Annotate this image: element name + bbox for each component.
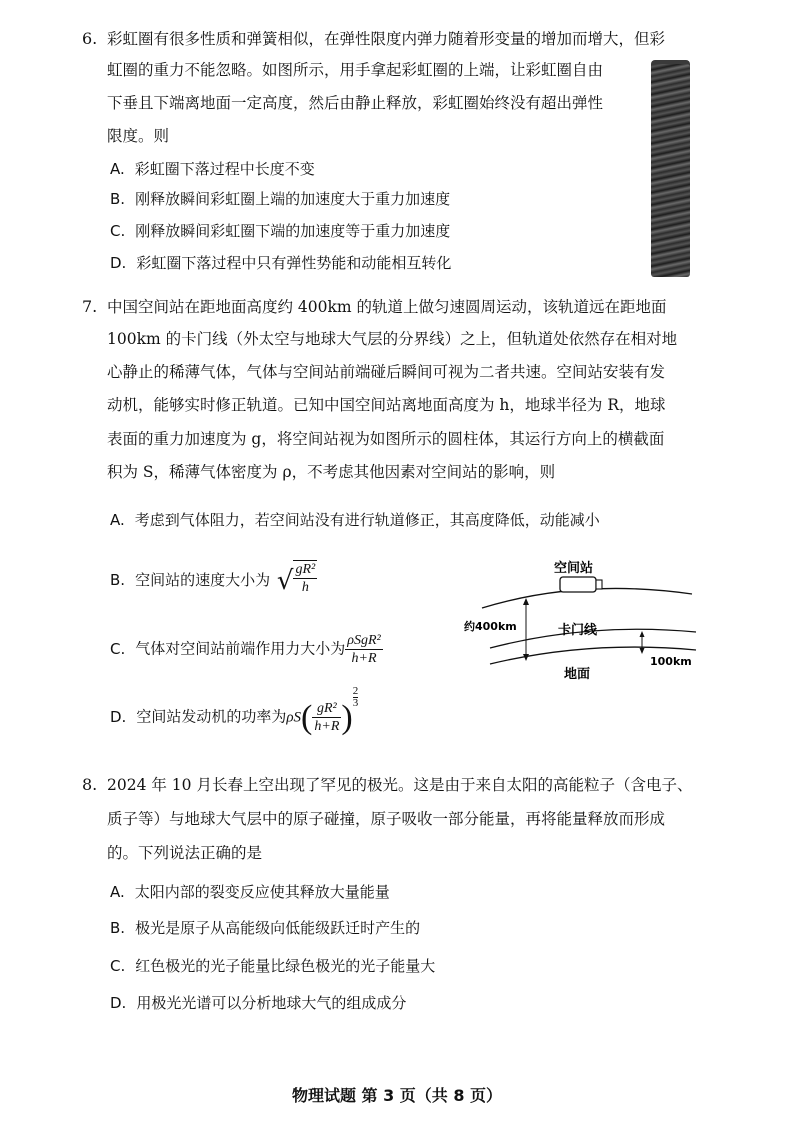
arrow-head-up [640,631,645,637]
q6-option-d [110,252,451,274]
q7-stem-line-3: 心静止的稀薄气体，气体与空间站前端碰后瞬间可视为二者共速。空间站安装有发 [107,363,666,381]
fraction-numerator: ρSgR² [347,633,381,648]
arrow-head-up [523,598,529,605]
q6-stem-line-4: 限度。则 [107,127,170,145]
q8-stem-line-1: 2024 年 10 月长春上空出现了罕见的极光。这是由于来自太阳的高能粒子（含电子、 [107,776,693,794]
q7-option-d [110,685,359,736]
q6-stem-line-1: 彩虹圈有很多性质和弹簧相似，在弹性限度内弹力随着形变量的增加而增大，但彩 [107,30,666,48]
q6-number: 6. [82,29,98,48]
fraction-denominator: h+R [351,651,377,666]
sqrt-sign: √ [276,566,294,596]
option-text: 极光是原子从高能级向低能级跃迁时产生的 [135,919,421,937]
option-letter: B. [110,571,126,589]
option-text: 空间站的速度大小为 [135,571,271,589]
option-text: 彩虹圈下落过程中只有弹性势能和动能相互转化 [136,254,452,272]
option-letter: D. [110,994,127,1012]
station-cylinder [560,577,602,592]
q6-option-a [110,158,315,180]
ground-label: 地面 [564,667,591,682]
option-text: 刚释放瞬间彩虹圈上端的加速度大于重力加速度 [135,190,451,208]
q6-stem-line-2: 虹圈的重力不能忽略。如图所示，用手拿起彩虹圈的上端，让彩虹圈自由 [107,61,604,79]
q7-stem-line-2: 100km 的卡门线（外太空与地球大气层的分界线）之上，但轨道处依然存在相对地 [107,330,678,348]
fraction-v [293,560,317,596]
rainbow-spring-photo [651,64,690,277]
exponent-denominator: 3 [352,697,359,709]
q6-option-c [110,220,450,242]
option-letter: C. [110,639,126,658]
option-text: 红色极光的光子能量比绿色极光的光子能量大 [135,957,436,975]
option-text: 刚释放瞬间彩虹圈下端的加速度等于重力加速度 [135,222,451,240]
q7-stem-line-4: 动机，能够实时修正轨道。已知中国空间站离地面高度为 h，地球半径为 R，地球 [107,396,666,414]
option-letter: B. [110,190,126,208]
fraction-denominator: h+R [314,719,340,734]
fraction-numerator: gR² [312,700,341,718]
option-text: 考虑到气体阻力，若空间站没有进行轨道修正，其高度降低，动能减小 [134,511,600,529]
q6-stem-line-3: 下垂且下端离地面一定高度，然后由静止释放，彩虹圈始终没有超出弹性 [107,94,604,112]
arrow-head-down [640,648,645,654]
option-letter: A. [110,511,125,529]
q8-number: 8. [82,775,98,794]
option-letter: D. [110,707,127,726]
fraction-force [345,632,382,667]
paren-left: ( [301,698,313,736]
km100-label: 100km [650,655,692,668]
option-text: 彩虹圈下落过程中长度不变 [134,160,315,178]
q8-option-d [110,992,406,1014]
karman-label: 卡门线 [558,623,598,638]
option-letter: D. [110,254,127,272]
q7-stem-line-1: 中国空间站在距地面高度约 400km 的轨道上做匀速圆周运动，该轨道远在距地面 [107,298,667,316]
q7-number: 7. [82,297,98,316]
option-text: 用极光光谱可以分析地球大气的组成成分 [136,994,407,1012]
page-footer: 物理试题 第 3 页（共 8 页） [291,1086,503,1105]
option-letter: C. [110,957,126,975]
q7-option-b [110,562,317,596]
q8-stem-line-3: 的。下列说法正确的是 [107,844,263,862]
paren-right: ) [341,698,353,736]
option-letter: C. [110,222,126,240]
option-letter: B. [110,919,126,937]
fraction-power [312,700,341,735]
q8-option-a [110,881,390,903]
option-letter: A. [110,160,125,178]
exponent-numerator: 2 [352,685,359,697]
fraction-denominator: h [301,580,309,595]
height-label: 约400km [464,620,517,633]
option-text: 太阳内部的裂变反应使其释放大量能量 [134,883,390,901]
fraction-numerator: gR² [295,562,316,577]
q7-stem-line-5: 表面的重力加速度为 g，将空间站视为如图所示的圆柱体，其运行方向上的横截面 [107,430,665,448]
station-label: 空间站 [554,561,594,576]
q6-option-b [110,188,450,210]
orbit-diagram [460,560,710,690]
q8-option-c [110,955,435,977]
q8-stem-line-2: 质子等）与地球大气层中的原子碰撞，原子吸收一部分能量，再将能量释放而形成 [107,810,666,828]
rho-s: ρS [286,709,302,726]
exponent [353,686,359,709]
q7-stem-line-6: 积为 S，稀薄气体密度为 ρ，不考虑其他因素对空间站的影响，则 [107,463,556,481]
option-text: 气体对空间站前端作用力大小为 [135,639,346,658]
q7-option-a [110,509,600,531]
q8-option-b [110,917,420,939]
option-letter: A. [110,883,125,901]
option-text: 空间站发动机的功率为 [136,707,287,726]
q7-option-c [110,632,383,667]
